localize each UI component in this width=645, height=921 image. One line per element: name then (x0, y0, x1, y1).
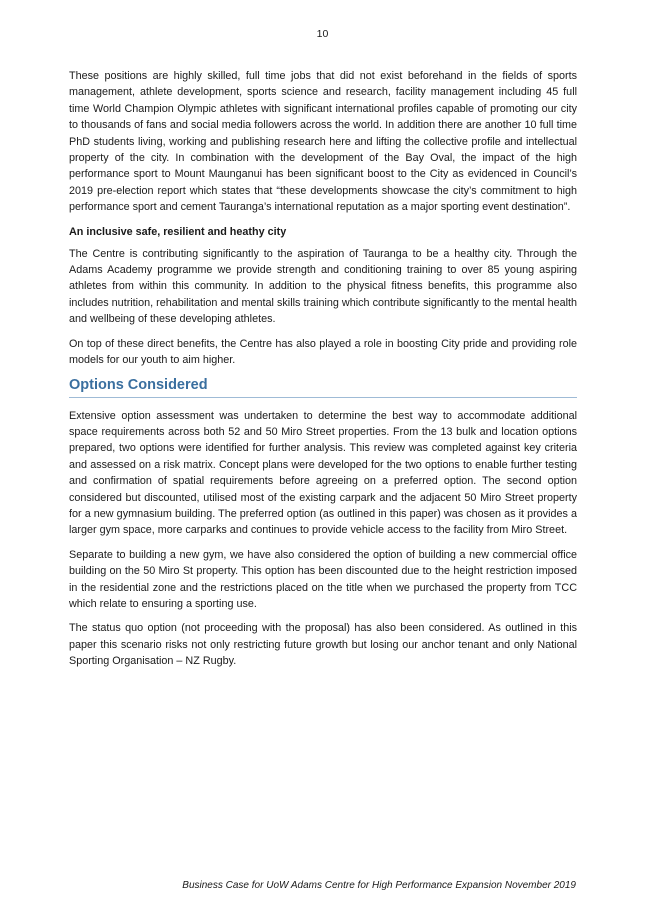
paragraph: The Centre is contributing significantly to the aspiration of Tauranga to be a healthy city. Through the Adams Academy programme we provide strength and conditioning training to over 85 young aspiring athletes from within this community. In addition to the physical fitness benefits, this programme also includes nutrition, rehabilitation and mental skills training which contribute significantly to the mental health and wellbeing of these developing athletes. (69, 247, 577, 326)
document-body (69, 68, 577, 678)
paragraph: On top of these direct benefits, the Centre has also played a role in boosting City pride and providing role models for our youth to aim higher. (69, 337, 577, 367)
subheading: An inclusive safe, resilient and heathy city (69, 225, 287, 238)
page-number: 10 (316, 28, 329, 40)
paragraph: The status quo option (not proceeding with the proposal) has also been considered. As outlined in this paper this scenario risks not only restricting future growth but losing our anchor tenant and only National Sporting Organisation – NZ Rugby. (69, 622, 577, 668)
paragraph: Extensive option assessment was undertaken to determine the best way to accommodate additional space requirements across both 52 and 50 Miro Street properties. From the 13 bulk and location options prepared, two options were identified for further analysis. This review was completed against key criteria and assessed on a risk matrix. Concept plans were developed for the two options to enable further testing and confirmation of spatial requirements before agreeing on a preferred option. The second option considered but discounted, utilised most of the existing carpark and the adjacent 50 Miro Street property for a new gymnasium building. The preferred option (as outlined in this paper) was chosen as it provides a larger gym space, more carparks and continues to provide vehicle access to the facility from Miro Street. (69, 409, 577, 537)
page-footer: Business Case for UoW Adams Centre for High Performance Expansion November 2019 (182, 880, 576, 891)
section-heading: Options Considered (69, 377, 577, 398)
paragraph: Separate to building a new gym, we have also considered the option of building a new commercial office building on the 50 Miro St property. This option has been discounted due to the height restriction imposed in the residential zone and the restrictions placed on the title when we purchased the property from TCC which relate to ensuring a sporting use. (69, 548, 577, 610)
paragraph: These positions are highly skilled, full time jobs that did not exist beforehand in the fields of sports management, athlete development, sports science and research, facility management including 45 full time World Champion Olympic athletes with significant international profiles capable of promoting our city to thousands of fans and social media followers across the world. In addition there are another 10 full time PhD students living, working and publishing research here and lifting the collective profile and intellectual property of the city. In combination with the development of the Bay Oval, the impact of the high performance sport to Mount Maunganui has been significant boost to the City as evidenced in Council’s 2019 pre-election report which states that “these developments showcase the city’s commitment to high performance sport and cement Tauranga’s international reputation as a major sporting event destination”. (69, 70, 577, 214)
